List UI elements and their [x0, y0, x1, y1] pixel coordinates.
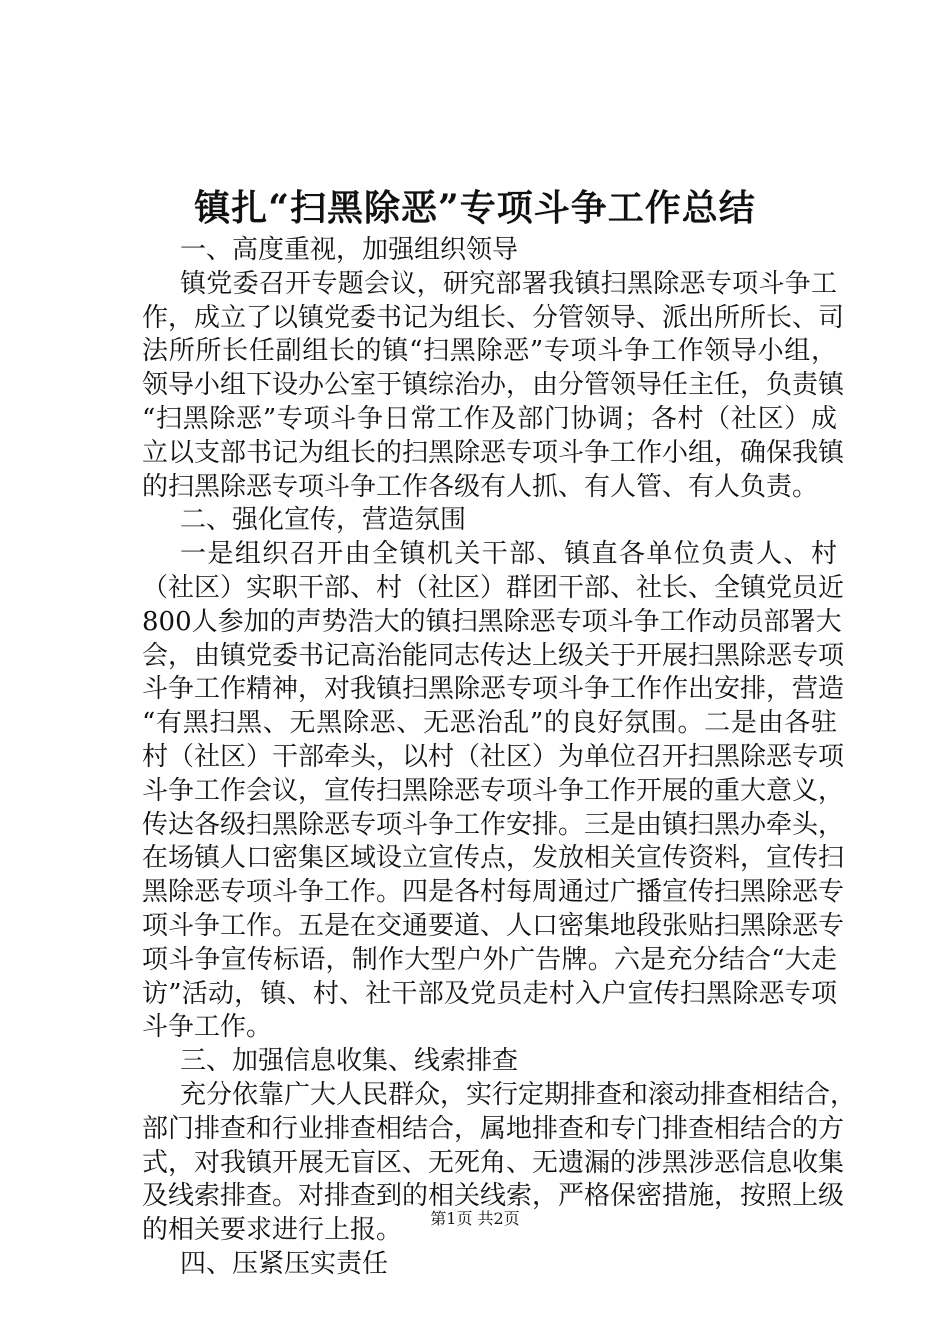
- text-line: 的扫黑除恶专项斗争工作各级有人抓、有人管、有人负责。: [142, 471, 819, 502]
- text-line: 项斗争工作。五是在交通要道、人口密集地段张贴扫黑除恶专: [142, 910, 845, 941]
- text-line: 斗争工作。: [142, 1012, 273, 1043]
- text-line: 在场镇人口密集区域设立宣传点，发放相关宣传资料，宣传扫: [142, 843, 845, 874]
- text-line: 作，成立了以镇党委书记为组长、分管领导、派出所所长、司: [142, 302, 845, 333]
- text-line: “有黑扫黑、无黑除恶、无恶治乱”的良好氛围。二是由各驻: [142, 708, 837, 739]
- page-footer: 第1页 共2页: [430, 1209, 520, 1228]
- text-line: 一是组织召开由全镇机关干部、镇直各单位负责人、村: [180, 539, 837, 570]
- text-line: 村（社区）干部牵头，以村（社区）为单位召开扫黑除恶专项: [142, 741, 845, 772]
- text-line: 会，由镇党委书记高治能同志传达上级关于开展扫黑除恶专项: [142, 640, 845, 671]
- text-line: 的相关要求进行上报。: [142, 1215, 403, 1246]
- text-line: 黑除恶专项斗争工作。四是各村每周通过广播宣传扫黑除恶专: [142, 877, 845, 908]
- text-line: 访”活动，镇、村、社干部及党员走村入户宣传扫黑除恶专项: [142, 978, 837, 1009]
- section-heading: 三、加强信息收集、线索排查: [180, 1046, 519, 1077]
- document-body: [142, 234, 857, 1282]
- text-line: 镇党委召开专题会议，研究部署我镇扫黑除恶专项斗争工: [180, 268, 837, 299]
- text-line: 传达各级扫黑除恶专项斗争工作安排。三是由镇扫黑办牵头，: [142, 809, 845, 840]
- text-line: 法所所长任副组长的镇“扫黑除恶”专项斗争工作领导小组，: [142, 336, 837, 367]
- document-title: 镇扎“扫黑除恶”专项斗争工作总结: [194, 187, 756, 229]
- text-line: 项斗争宣传标语，制作大型户外广告牌。六是充分结合“大走: [142, 944, 837, 975]
- text-line: 斗争工作精神，对我镇扫黑除恶专项斗争工作作出安排，营造: [142, 674, 845, 705]
- text-line: （社区）实职干部、村（社区）群团干部、社长、全镇党员近: [142, 572, 845, 603]
- section-heading: 一、高度重视，加强组织领导: [180, 235, 519, 265]
- text-line: 式，对我镇开展无盲区、无死角、无遗漏的涉黑涉恶信息收集: [142, 1147, 845, 1178]
- text-line: 及线索排查。对排查到的相关线索，严格保密措施，按照上级: [142, 1181, 845, 1212]
- text-line: “扫黑除恶”专项斗争日常工作及部门协调；各村（社区）成: [142, 403, 837, 434]
- text-line: 部门排查和行业排查相结合，属地排查和专门排查相结合的方: [142, 1113, 845, 1144]
- section-heading: 四、压紧压实责任: [180, 1248, 389, 1279]
- text-line: 斗争工作会议，宣传扫黑除恶专项斗争工作开展的重大意义，: [142, 775, 845, 806]
- text-line: 800人参加的声势浩大的镇扫黑除恶专项斗争工作动员部署大: [142, 606, 842, 637]
- text-line: 领导小组下设办公室于镇综治办，由分管领导任主任，负责镇: [142, 370, 845, 401]
- section-heading: 二、强化宣传，营造氛围: [180, 505, 467, 536]
- text-line: 充分依靠广大人民群众，实行定期排查和滚动排查相结合，: [180, 1079, 857, 1110]
- text-line: 立以支部书记为组长的扫黑除恶专项斗争工作小组，确保我镇: [142, 437, 845, 468]
